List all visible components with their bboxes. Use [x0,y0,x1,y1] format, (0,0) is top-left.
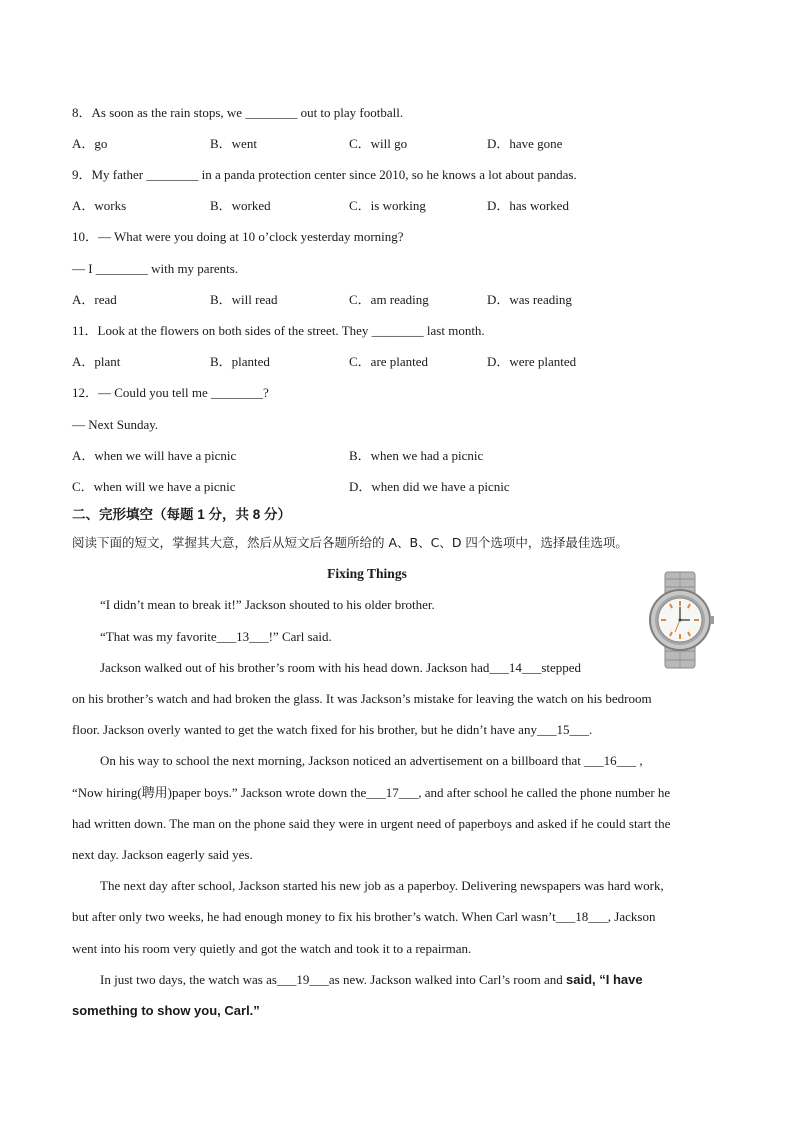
passage-paragraph-6-line-1 [100,972,643,988]
passage-paragraph-6-text: In just two days, the watch was as___19___as new. Jackson walked into Carl’s room and [100,972,566,987]
question-10-option-b: B．will read [210,292,278,307]
question-10-stem: 10．— What were you doing at 10 o’clock yesterday morning? [72,229,404,244]
question-12-option-d: D．when did we have a picnic [349,479,510,494]
passage-paragraph-4-line-4: next day. Jackson eagerly said yes. [72,847,253,862]
question-10-reply: — I ________ with my parents. [72,261,239,276]
passage-paragraph-5-line-3: went into his room very quietly and got the watch and took it to a repairman. [72,941,472,956]
question-11-option-b: B．planted [210,354,270,369]
question-8-option-d: D．have gone [487,136,563,151]
question-10-option-a: A．read [72,292,117,307]
passage-paragraph-3-line-2: on his brother’s watch and had broken the glass. It was Jackson’s mistake for leaving the watch on his bedroom [72,691,652,706]
question-11-option-c: C．are planted [349,354,429,369]
question-12-option-a: A．when we will have a picnic [72,448,237,463]
passage-paragraph-5-line-1: The next day after school, Jackson started his new job as a paperboy. Delivering newspapers was hard work, [100,878,664,893]
passage-paragraph-3-line-1: Jackson walked out of his brother’s room with his head down. Jackson had___14___stepped [100,660,582,675]
question-12-option-b: B．when we had a picnic [349,448,484,463]
question-9-option-a: A．works [72,198,127,213]
question-8-option-a: A．go [72,136,108,151]
section-2-heading: 二、完形填空（每题 1 分，共 8 分） [72,507,292,522]
passage-paragraph-2: “That was my favorite___13___!” Carl said. [100,629,332,644]
question-11-stem: 11．Look at the flowers on both sides of the street. They ________ last month. [72,323,485,338]
passage-paragraph-4-line-2: “Now hiring(聘用)paper boys.” Jackson wrote down the___17___, and after school he called the phone number he [72,785,671,800]
question-8-stem: 8．As soon as the rain stops, we ________ out to play football. [72,105,404,120]
passage-paragraph-4-line-1: On his way to school the next morning, Jackson noticed an advertisement on a billboard that ___16___ , [100,753,643,768]
question-9-option-b: B．worked [210,198,271,213]
question-10-option-c: C．am reading [349,292,429,307]
section-2-instruction: 阅读下面的短文，掌握其大意，然后从短文后各题所给的 A、B、C、D 四个选项中，选择最佳选项。 [72,535,628,550]
question-10-option-d: D．was reading [487,292,572,307]
passage-paragraph-6-line-2: something to show you, Carl.” [72,1003,260,1018]
wristwatch-icon [645,570,715,670]
question-8-option-b: B．went [210,136,257,151]
question-12-option-c: C．when will we have a picnic [72,479,236,494]
question-11-option-a: A．plant [72,354,121,369]
question-9-stem: 9．My father ________ in a panda protection center since 2010, so he knows a lot about pandas. [72,167,577,182]
question-11-option-d: D．were planted [487,354,577,369]
question-9-option-c: C．is working [349,198,426,213]
passage-paragraph-4-line-3: had written down. The man on the phone said they were in urgent need of paperboys and asked if he could start the [72,816,671,831]
question-12-reply: — Next Sunday. [72,417,159,432]
passage-paragraph-6-quote-start: said, “I have [566,972,643,987]
passage-paragraph-1: “I didn’t mean to break it!” Jackson shouted to his older brother. [100,597,435,612]
passage-paragraph-3-line-3: floor. Jackson overly wanted to get the watch fixed for his brother, but he didn’t have any___15___. [72,722,593,737]
question-9-option-d: D．has worked [487,198,569,213]
passage-title: Fixing Things [327,566,407,581]
question-12-stem: 12．— Could you tell me ________? [72,385,269,400]
passage-paragraph-5-line-2: but after only two weeks, he had enough money to fix his brother’s watch. When Carl wasn’t___18___, Jackson [72,909,656,924]
question-8-option-c: C．will go [349,136,408,151]
